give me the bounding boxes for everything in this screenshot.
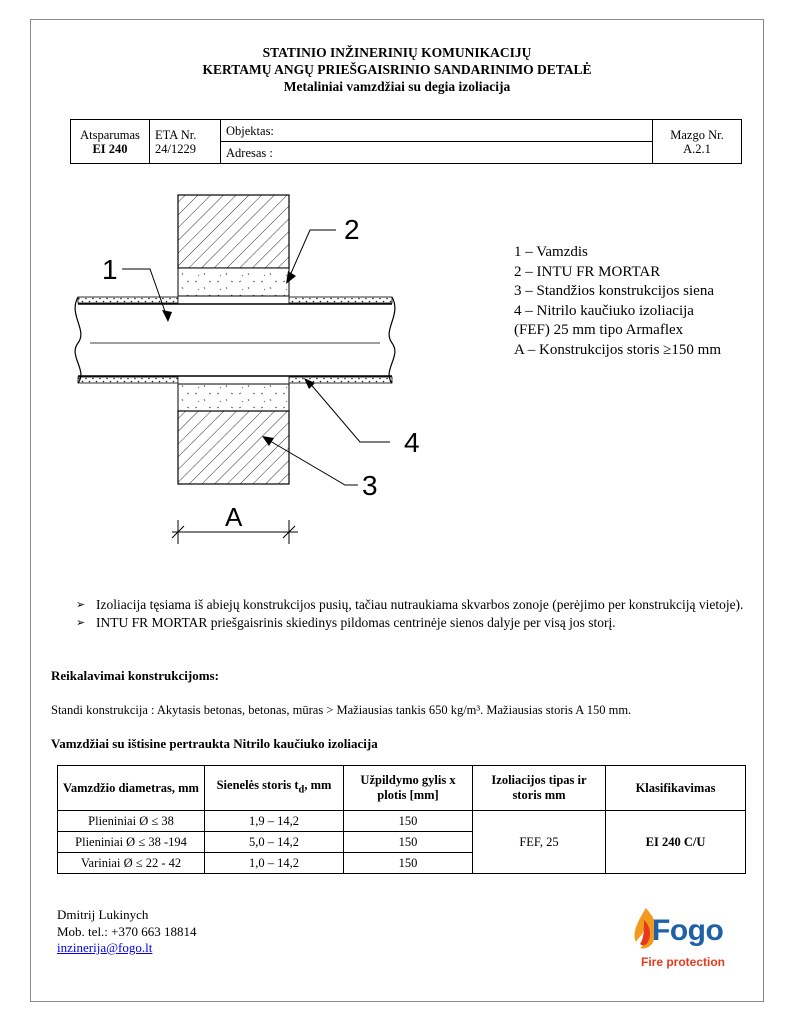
header-insulation: Izoliacijos tipas ir storis mm (473, 766, 606, 811)
logo-brand-text: Fogo (652, 914, 724, 947)
eta-value: 24/1229 (155, 141, 196, 156)
contact-name: Dmitrij Lukinych (57, 907, 149, 922)
cell-wall: 5,0 – 14,2 (205, 832, 344, 853)
object-cell (221, 120, 653, 142)
legend-item: (FEF) 25 mm tipo Armaflex (514, 322, 684, 339)
contact-block (57, 907, 197, 957)
header-wall-thickness (205, 766, 344, 811)
node-value: A.2.1 (683, 141, 711, 156)
cell-insulation: FEF, 25 (473, 811, 606, 874)
table-row (58, 811, 746, 832)
legend-item: 3 – Standžios konstrukcijos siena (514, 283, 714, 300)
arrow-bullet-icon: ➢ (76, 617, 86, 629)
callout-3: 3 (362, 470, 378, 501)
table-title: Vamzdžiai su ištisine pertraukta Nitrilo kaučiuko izoliacija (51, 736, 378, 751)
object-label: Objektas: (226, 123, 274, 138)
wall-upper (178, 195, 289, 268)
note-item (76, 615, 756, 631)
callout-4: 4 (404, 427, 420, 458)
legend-item: 1 – Vamzdis (514, 244, 588, 260)
mortar-upper (178, 268, 289, 296)
title-line-3: Metaliniai vamzdžiai su degia izoliacija (283, 79, 511, 94)
cell-diameter: Plieniniai Ø ≤ 38 (58, 811, 205, 832)
header-wall-text: Sienelės storis t (216, 778, 299, 793)
contact-email-link[interactable]: inzinerija@fogo.lt (57, 940, 153, 955)
note-text: Izoliacija tęsiama iš abiejų konstrukcijos pusių, tačiau nutraukiama skvarbos zonoje (perėjimo per konstrukciją vietoje). (96, 597, 744, 612)
resistance-cell (71, 120, 150, 164)
cell-classification: EI 240 C/U (606, 811, 746, 874)
legend-item: 2 – INTU FR MORTAR (514, 263, 661, 280)
dimension-label: A (225, 502, 243, 532)
address-cell (221, 142, 653, 164)
requirements-text: Standi konstrukcija : Akytasis betonas, betonas, mūras > Mažiausias tankis 650 kg/m³. Mažiausias storis A 150 mm. (51, 703, 632, 717)
header-diameter: Vamzdžio diametras, mm (58, 766, 205, 811)
drawing-legend (514, 243, 721, 361)
header-table (70, 119, 742, 164)
legend-item: 4 – Nitrilo kaučiuko izoliacija (514, 302, 694, 319)
cell-diameter: Plieniniai Ø ≤ 38 -194 (58, 832, 205, 853)
leader-1-arrow (162, 310, 172, 322)
cell-wall: 1,9 – 14,2 (205, 811, 344, 832)
wall-lower (178, 411, 289, 484)
leader-2 (288, 230, 336, 280)
requirements-title: Reikalavimai konstrukcijoms: (51, 668, 219, 683)
pipe-break-right (389, 297, 395, 383)
mortar-lower (178, 384, 289, 411)
insulation-top-left (78, 297, 178, 303)
arrow-bullet-icon: ➢ (76, 599, 86, 611)
header-wall-unit: , mm (304, 778, 332, 793)
insulation-bottom-left (78, 377, 178, 383)
penetration-detail-drawing (60, 180, 500, 550)
insulation-top-right (289, 297, 392, 303)
title-line-1: STATINIO INŽINERINIŲ KOMUNIKACIJŲ (262, 45, 532, 60)
note-item (76, 597, 756, 613)
insulation-bottom-right (289, 377, 392, 383)
cell-fill: 150 (344, 853, 473, 874)
document-title (30, 44, 764, 95)
logo-tagline: Fire protection (641, 955, 726, 969)
header-wall-subscript: d (298, 784, 305, 796)
eta-label: ETA Nr. (155, 127, 197, 142)
cell-wall: 1,0 – 14,2 (205, 853, 344, 874)
contact-phone: Mob. tel.: +370 663 18814 (57, 923, 197, 939)
legend-item: A – Konstrukcijos storis ≥150 mm (514, 341, 721, 358)
note-text: INTU FR MORTAR priešgaisrinis skiedinys pildomas centrinėje sienos dalyje per visą jos storį. (96, 615, 616, 630)
header-classification: Klasifikavimas (606, 766, 746, 811)
eta-cell (150, 120, 221, 164)
resistance-value: EI 240 (92, 141, 128, 156)
address-label: Adresas : (226, 145, 273, 160)
header-fill: Užpildymo gylis x plotis [mm] (344, 766, 473, 811)
node-cell (653, 120, 742, 164)
title-line-2: KERTAMŲ ANGŲ PRIEŠGAISRINIO SANDARINIMO DETALĖ (202, 62, 592, 77)
callout-1: 1 (102, 254, 118, 285)
resistance-label: Atsparumas (80, 127, 140, 142)
classification-table (57, 765, 746, 874)
pipe-break-left (75, 297, 81, 383)
cell-diameter: Variniai Ø ≤ 22 - 42 (58, 853, 205, 874)
fogo-logo (628, 906, 752, 972)
leader-4 (308, 381, 390, 442)
notes-list (76, 597, 756, 633)
callout-2: 2 (344, 214, 360, 245)
node-label: Mazgo Nr. (670, 127, 724, 142)
cell-fill: 150 (344, 832, 473, 853)
cell-fill: 150 (344, 811, 473, 832)
leader-1 (122, 269, 168, 320)
